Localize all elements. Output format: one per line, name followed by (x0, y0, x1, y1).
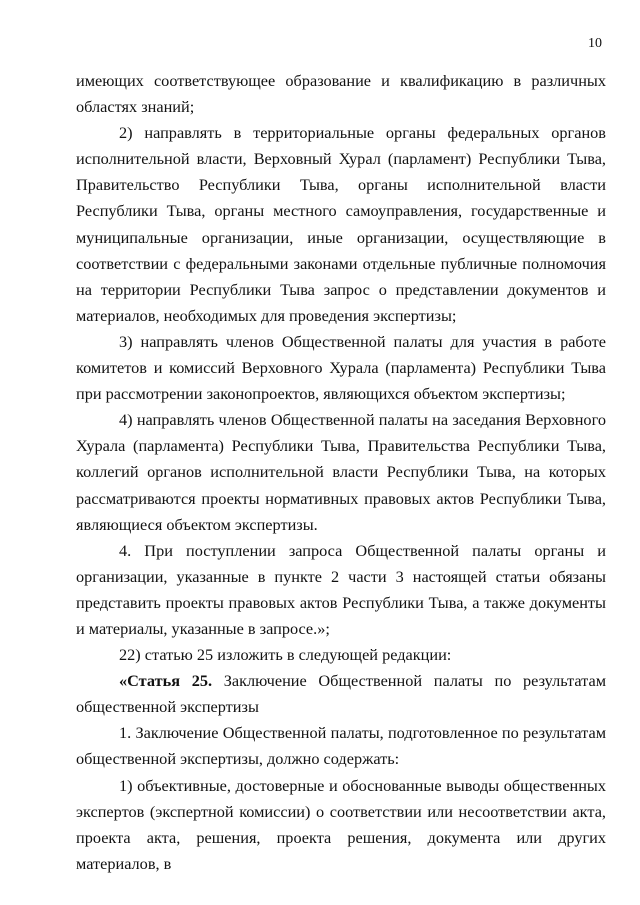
paragraph-article-25-item-1: 1) объективные, достоверные и обоснованные выводы общественных экспертов (экспертной комиссии) о соответствии или несоответствии акта, проекта акта, решения, проекта решения, документа или других материалов, в (76, 775, 606, 873)
paragraph-continuation: имеющих соответствующее образование и квалификацию в различных областях знаний; (76, 71, 606, 117)
paragraph-amendment-22: 22) статью 25 изложить в следующей редакции: (119, 645, 452, 665)
article-25-number: «Статья 25. (119, 671, 213, 691)
article-25-title: Заключение Общественной палаты по результатам общественной экспертизы (76, 671, 607, 717)
paragraph-article-25-part-1: 1. Заключение Общественной палаты, подготовленное по результатам общественной экспертизы, должно содержать: (76, 723, 606, 769)
paragraph-item-4: 4) направлять членов Общественной палаты на заседания Верховного Хурала (парламента) Республики Тыва, Правительства Республики Тыва, коллегий органов исполнительной власти Республики Тыва, на которых рассматриваются проекты нормативных правовых актов Республики Тыва, являющиеся объектом экспертизы. (76, 410, 606, 534)
paragraph-part-4: 4. При поступлении запроса Общественной палаты органы и организации, указанные в пункте 2 части 3 настоящей статьи обязаны представить проекты правовых актов Республики Тыва, а также документы и материалы, указанные в запросе.»; (76, 540, 606, 638)
article-25-heading (76, 668, 606, 720)
paragraph-item-2: 2) направлять в территориальные органы федеральных органов исполнительной власти, Верховный Хурал (парламент) Республики Тыва, Правительство Республики Тыва, органы исполнительной власти Республики Тыва, органы местного самоуправления, государственные и муниципальные организации, иные организации, осуществляющие в соответствии с федеральными законами отдельные публичные полномочия на территории Республики Тыва запрос о представлении документов и материалов, необходимых для проведения экспертизы; (76, 123, 606, 325)
page-number: 10 (588, 36, 602, 51)
document-body (76, 68, 606, 877)
paragraph-item-3: 3) направлять членов Общественной палаты для участия в работе комитетов и комиссий Верховного Хурала (парламента) Республики Тыва при рассмотрении законопроектов, являющихся объектом экспертизы; (76, 331, 606, 404)
